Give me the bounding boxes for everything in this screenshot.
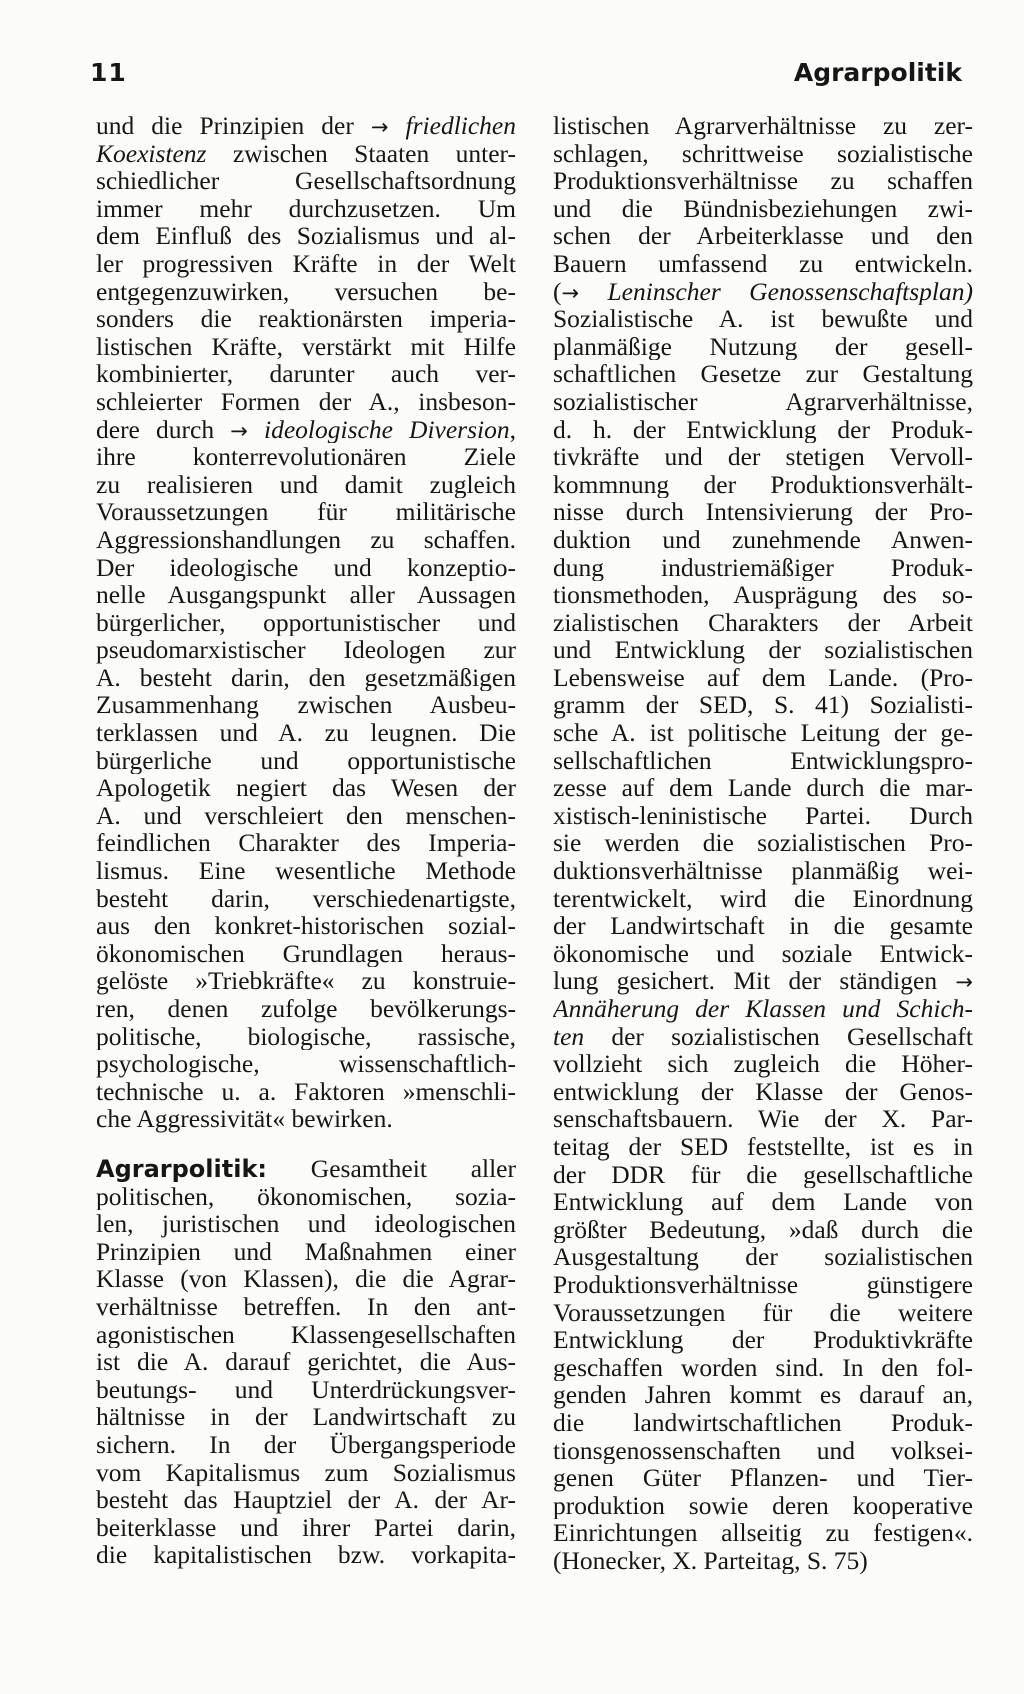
text-run: Produktionsverhältnisse günstigere	[553, 1270, 973, 1299]
text-run: agonistischen Klassengesellschaften	[96, 1320, 516, 1349]
text-run: d. h. der Entwicklung der Produk-	[553, 415, 973, 444]
text-line	[553, 829, 973, 857]
paragraph-gap	[96, 1133, 516, 1155]
text-line	[553, 195, 973, 223]
text-run: Entwicklung der Produktivkräfte	[553, 1326, 973, 1354]
text-run: planmäßige Nutzung der gesell-	[553, 332, 973, 361]
text-run: ren, denen zufolge bevölkerungs-	[96, 995, 516, 1023]
text-line	[96, 664, 516, 692]
text-run: bürgerlicher, opportunistischer und	[96, 608, 516, 637]
text-run: duktionsverhältnisse planmäßig wei-	[553, 857, 973, 885]
text-line	[553, 885, 973, 913]
text-run: entwicklung der Klasse der Genos-	[553, 1077, 973, 1106]
text-run: Voraussetzungen für die weitere	[553, 1298, 973, 1327]
text-line	[553, 719, 973, 747]
text-run: verhältnisse betreffen. In den ant-	[96, 1292, 516, 1321]
text-line	[553, 305, 973, 333]
text-line	[96, 1183, 516, 1211]
text-line	[553, 167, 973, 195]
text-run: sie werden die sozialistischen Pro-	[553, 829, 973, 858]
text-run: schen der Arbeiterklasse und den	[553, 222, 973, 250]
text-line	[553, 250, 973, 278]
text-run: sche A. ist politische Leitung der ge-	[553, 719, 973, 747]
text-line	[553, 857, 973, 885]
text-line	[96, 1348, 516, 1376]
text-run: listischen Agrarverhältnisse zu zer-	[553, 112, 973, 140]
text-line	[553, 222, 973, 250]
text-line	[96, 691, 516, 719]
text-run: sonders die reaktionärsten imperia-	[96, 305, 516, 333]
text-line	[553, 333, 973, 361]
cross-reference-arrow-icon: →	[955, 970, 973, 995]
text-run: Prinzipien und Maßnahmen einer	[96, 1237, 516, 1266]
text-line	[553, 664, 973, 692]
text-line	[96, 857, 516, 885]
text-run: Bauern umfassend zu entwickeln.	[553, 249, 973, 278]
text-run: len, juristischen und ideologischen	[96, 1210, 516, 1238]
text-line	[96, 305, 516, 333]
text-run: beutungs- und Unterdrückungsver-	[96, 1375, 516, 1404]
text-run: feindlichen Charakter des Imperia-	[96, 829, 516, 858]
text-run: immer mehr durchzusetzen. Um	[96, 194, 516, 223]
text-run: vollzieht sich zugleich die Höher-	[553, 1050, 973, 1078]
text-line	[96, 250, 516, 278]
text-line	[553, 1078, 973, 1106]
text-line	[96, 885, 516, 913]
text-line	[96, 1023, 516, 1051]
text-run: teitag der SED feststellte, ist es in	[553, 1132, 973, 1161]
text-run: Sozialistische A. ist bewußte und	[553, 305, 973, 333]
text-run: Klasse (von Klassen), die die Agrar-	[96, 1265, 516, 1293]
text-run: kombinierter, darunter auch ver-	[96, 360, 516, 388]
text-line	[553, 1381, 973, 1409]
text-line	[553, 416, 973, 444]
text-run: schiedlicher Gesellschaftsordnung	[96, 167, 516, 195]
text-line	[553, 1354, 973, 1382]
text-line	[553, 526, 973, 554]
text-line	[96, 967, 516, 995]
text-line	[553, 112, 973, 140]
text-run: lismus. Eine wesentliche Methode	[96, 857, 516, 885]
text-line	[96, 526, 516, 554]
text-line	[553, 1188, 973, 1216]
text-line	[553, 1105, 973, 1133]
text-line	[553, 1299, 973, 1327]
text-run: zesse auf dem Lande durch die mar-	[553, 774, 973, 802]
text-run: Apologetik negiert das Wesen der	[96, 774, 516, 802]
text-run: dem Einfluß des Sozialismus und al-	[96, 222, 516, 250]
right-column	[553, 112, 973, 1574]
text-line	[96, 554, 516, 582]
text-run: technische u. a. Faktoren »menschli-	[96, 1077, 516, 1106]
text-line	[96, 829, 516, 857]
text-run: A. besteht darin, den gesetzmäßigen	[96, 663, 516, 692]
text-run: Entwicklung auf dem Lande von	[553, 1188, 973, 1216]
text-run: dere durch	[96, 415, 231, 444]
text-line	[553, 1547, 973, 1575]
text-run: der Landwirtschaft in die gesamte	[553, 912, 973, 940]
text-line	[96, 747, 516, 775]
text-line	[553, 278, 973, 306]
text-line	[553, 498, 973, 526]
entry-headword: Agrarpolitik:	[96, 1154, 267, 1183]
text-run: (Honecker, X. Parteitag, S. 75)	[553, 1546, 868, 1575]
text-run: ökonomische und soziale Entwick-	[553, 939, 973, 968]
text-run: (	[553, 277, 562, 306]
text-line	[96, 388, 516, 416]
text-run: aus den konkret-historischen sozial-	[96, 912, 516, 940]
text-run: gramm der SED, S. 41) Sozialisti-	[553, 691, 973, 720]
text-run: tivkräfte und der stetigen Vervoll-	[553, 443, 973, 471]
text-line	[553, 554, 973, 582]
text-line	[96, 1459, 516, 1487]
text-line	[96, 1486, 516, 1514]
text-line	[96, 995, 516, 1023]
text-line	[96, 636, 516, 664]
text-run: Der ideologische und konzeptio-	[96, 553, 516, 582]
text-run: Produktionsverhältnisse zu schaffen	[553, 167, 973, 195]
text-line	[96, 912, 516, 940]
text-run: schaftlichen Gesetze zur Gestaltung	[553, 360, 973, 388]
text-run: ist die A. darauf gerichtet, die Aus-	[96, 1348, 516, 1376]
text-run: Lebensweise auf dem Lande. (Pro-	[553, 663, 973, 692]
cross-reference-term: friedlichen	[405, 112, 516, 140]
text-run: geschaffen worden sind. In den fol-	[553, 1353, 973, 1382]
cross-reference-term: Annäherung der Klassen und Schich-	[553, 995, 973, 1023]
text-run: ökonomischen Grundlagen heraus-	[96, 939, 516, 968]
text-line	[553, 471, 973, 499]
text-line	[553, 1326, 973, 1354]
text-run	[248, 416, 264, 444]
text-line	[96, 498, 516, 526]
cross-reference-arrow-icon: →	[370, 115, 389, 139]
text-line	[553, 747, 973, 775]
text-run: beiterklasse und ihrer Partei darin,	[96, 1513, 516, 1542]
text-run: Gesamtheit aller	[267, 1154, 516, 1183]
text-line	[553, 802, 973, 830]
text-run: zwischen Staaten unter-	[206, 139, 516, 168]
text-run: ler progressiven Kräfte in der Welt	[96, 249, 516, 278]
text-line	[96, 1541, 516, 1569]
text-run: der sozialistischen Gesellschaft	[584, 1022, 973, 1051]
text-line	[96, 1403, 516, 1431]
text-line	[96, 774, 516, 802]
left-column	[96, 112, 516, 1569]
text-line	[553, 609, 973, 637]
text-line	[553, 1464, 973, 1492]
text-run: nisse durch Intensivierung der Pro-	[553, 498, 973, 526]
text-run: bürgerliche und opportunistische	[96, 746, 516, 775]
text-run: hältnisse in der Landwirtschaft zu	[96, 1403, 516, 1431]
text-run: senschaftsbauern. Wie der X. Par-	[553, 1105, 973, 1133]
page-number: 11	[90, 58, 127, 87]
text-run: vom Kapitalismus zum Sozialismus	[96, 1458, 516, 1487]
text-line	[96, 195, 516, 223]
text-line	[96, 333, 516, 361]
text-run: sellschaftlichen Entwicklungspro-	[553, 746, 973, 775]
text-line	[553, 1133, 973, 1161]
text-line	[553, 1023, 973, 1051]
text-run: ,	[509, 415, 516, 444]
text-line	[96, 278, 516, 306]
text-run: größter Bedeutung, »daß durch die	[553, 1215, 973, 1244]
text-line	[553, 388, 973, 416]
text-line	[96, 1293, 516, 1321]
text-run: lung gesichert. Mit der ständigen	[553, 967, 956, 995]
text-line	[96, 609, 516, 637]
text-run: listischen Kräfte, verstärkt mit Hilfe	[96, 332, 516, 361]
text-run: ihre konterrevolutionären Ziele	[96, 443, 516, 471]
text-line	[96, 1238, 516, 1266]
text-run: terentwickelt, wird die Einordnung	[553, 884, 973, 913]
text-run: und Entwicklung der sozialistischen	[553, 636, 973, 664]
cross-reference-arrow-icon: →	[230, 418, 248, 443]
text-line	[96, 802, 516, 830]
text-run: genen Güter Pflanzen- und Tier-	[553, 1464, 973, 1492]
text-run: terklassen und A. zu leugnen. Die	[96, 719, 516, 747]
text-line	[96, 167, 516, 195]
running-head: Agrarpolitik	[793, 58, 962, 87]
text-run: Einrichtungen allseitig zu festigen«.	[553, 1519, 973, 1547]
text-line	[96, 940, 516, 968]
cross-reference-term: Koexistenz	[96, 139, 207, 168]
text-run: A. und verschleiert den menschen-	[96, 801, 516, 830]
text-run: die kapitalistischen bzw. vorkapita-	[96, 1541, 516, 1569]
text-run	[579, 278, 607, 306]
text-run: pseudomarxistischer Ideologen zur	[96, 636, 516, 664]
text-line	[553, 967, 973, 995]
text-line	[96, 1321, 516, 1349]
text-run: die landwirtschaftlichen Produk-	[553, 1408, 973, 1437]
text-line	[553, 1271, 973, 1299]
text-line	[96, 1078, 516, 1106]
text-line	[96, 222, 516, 250]
text-run: Voraussetzungen für militärische	[96, 498, 516, 526]
text-run: besteht das Hauptziel der A. der Ar-	[96, 1486, 516, 1514]
text-line	[553, 581, 973, 609]
text-line	[553, 1161, 973, 1189]
text-run: Aggressionshandlungen zu schaffen.	[96, 525, 516, 554]
text-line	[553, 995, 973, 1023]
text-line	[96, 1431, 516, 1459]
text-line	[553, 940, 973, 968]
text-run: schleierter Formen der A., insbeson-	[96, 387, 516, 416]
text-line	[553, 912, 973, 940]
text-run: gelöste »Triebkräfte« zu konstruie-	[96, 967, 516, 995]
text-line	[96, 140, 516, 168]
text-run: nelle Ausgangspunkt aller Aussagen	[96, 581, 516, 609]
text-run: Zusammenhang zwischen Ausbeu-	[96, 691, 516, 720]
text-line	[96, 443, 516, 471]
text-run: tionsmethoden, Ausprägung des so-	[553, 581, 973, 609]
text-run: duktion und zunehmende Anwen-	[553, 525, 973, 554]
text-line	[96, 1105, 516, 1133]
text-line	[553, 1519, 973, 1547]
text-run: che Aggressivität« bewirken.	[96, 1105, 393, 1133]
text-run: produktion sowie deren kooperative	[553, 1491, 973, 1520]
text-run: zialistischen Charakters der Arbeit	[553, 608, 973, 637]
text-run: und die Bündnisbeziehungen zwi-	[553, 194, 973, 223]
text-line	[553, 774, 973, 802]
text-line	[553, 140, 973, 168]
text-line	[553, 1409, 973, 1437]
text-line	[96, 1514, 516, 1542]
text-run: der DDR für die gesellschaftliche	[553, 1160, 973, 1189]
text-line	[553, 360, 973, 388]
text-line	[96, 360, 516, 388]
text-run: schlagen, schrittweise sozialistische	[553, 139, 973, 168]
text-run: besteht darin, verschiedenartigste,	[96, 884, 516, 913]
text-line	[96, 416, 516, 444]
text-line	[553, 1216, 973, 1244]
cross-reference-term: Leninscher Genossenschaftsplan)	[607, 277, 973, 306]
text-run: kommnung der Produktionsverhält-	[553, 470, 973, 499]
text-line	[96, 1050, 516, 1078]
text-run: Ausgestaltung der sozialistischen	[553, 1243, 973, 1271]
text-line	[96, 1210, 516, 1238]
text-line	[96, 719, 516, 747]
text-run: genden Jahren kommt es darauf an,	[553, 1381, 973, 1409]
text-run: tionsgenossenschaften und volksei-	[553, 1436, 973, 1465]
text-run: sozialistischer Agrarverhältnisse,	[553, 387, 973, 416]
text-line	[553, 1492, 973, 1520]
text-run: psychologische, wissenschaftlich-	[96, 1050, 516, 1078]
text-line	[96, 1155, 516, 1183]
text-line	[553, 443, 973, 471]
cross-reference-term: ten	[553, 1022, 585, 1051]
text-run: politischen, ökonomischen, sozia-	[96, 1182, 516, 1211]
text-line	[553, 1437, 973, 1465]
text-run: xistisch-leninistische Partei. Durch	[553, 801, 973, 830]
text-line	[96, 1265, 516, 1293]
text-run: dung industriemäßiger Produk-	[553, 553, 973, 582]
text-line	[96, 1376, 516, 1404]
text-line	[553, 1050, 973, 1078]
text-line	[96, 581, 516, 609]
text-run: sichern. In der Übergangsperiode	[96, 1430, 516, 1459]
text-line	[96, 471, 516, 499]
text-run: politische, biologische, rassische,	[96, 1022, 516, 1051]
text-line	[553, 1243, 973, 1271]
text-run: entgegenzuwirken, versuchen be-	[96, 277, 516, 306]
text-run: zu realisieren und damit zugleich	[96, 470, 516, 499]
cross-reference-arrow-icon: →	[561, 280, 580, 305]
cross-reference-term: ideologische Diversion	[264, 415, 510, 444]
text-run	[389, 112, 406, 140]
text-line	[553, 636, 973, 664]
text-line	[96, 112, 516, 140]
text-run: und die Prinzipien der	[96, 112, 371, 140]
text-line	[553, 691, 973, 719]
